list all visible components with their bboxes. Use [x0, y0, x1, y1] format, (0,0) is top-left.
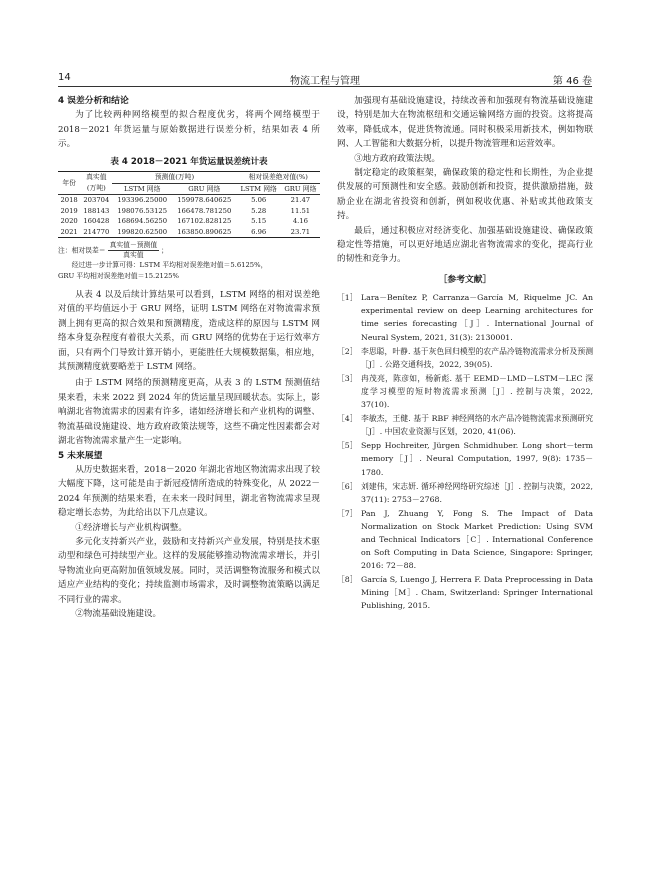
table-4-caption: 表 4 2018－2021 年货运量误差统计表	[110, 156, 268, 167]
section-4-heading: 4 误差分析和结论	[58, 96, 129, 106]
section-5-paragraph: 从历史数据来看，2018－2020 年湖北省地区物流需求出现了较大幅度下降，这可能是由于新冠疫情所造成的特殊变化，从 2022－2024 年预测的结果来看，在未来一段时间里，湖北省物流需求呈现稳定增长态势，为此给出以下几点建议。	[58, 464, 320, 519]
note-prefix: 注：相对误差＝	[58, 246, 106, 255]
table-row	[58, 216, 320, 227]
cell-lstm-err: 5.06	[251, 196, 267, 205]
reference-text: Pan J, Zhuang Y, Fong S. The Impact of Data Normalization on Stock Market Prediction: Using SVM and Technical Indicators［C］. International Conference on Soft Computing in Data Science, Singapore: Springer, 2016: 72－88.	[361, 508, 593, 571]
cell-gru-err: 23.71	[290, 227, 311, 236]
cell-year: 2019	[60, 206, 78, 215]
cell-gru-err: 4.16	[292, 217, 308, 226]
th-gru-err: GRU 网络	[281, 183, 320, 195]
cell-actual: 203704	[83, 196, 110, 205]
reference-text: 李思聪，叶静. 基于灰色回归模型的农产品冷链物流需求分析及预测［J］. 公路交通科技，2022, 39(05).	[361, 346, 593, 369]
reference-number: ［1］	[337, 293, 358, 303]
note-numerator: 真实值－预测值	[109, 241, 158, 250]
section-5-heading: 5 未来展望	[58, 450, 103, 461]
cell-lstm-err: 6.96	[251, 227, 267, 236]
th-year: 年份	[58, 172, 80, 195]
cell-year: 2018	[60, 196, 78, 205]
suggestion-2: ②物流基础设施建设。	[75, 608, 162, 619]
th-gru: GRU 网络	[172, 183, 237, 195]
reference-item	[337, 412, 593, 438]
cell-actual: 160428	[83, 217, 110, 226]
suggestion-3: ③地方政府政策法规。	[354, 153, 441, 164]
cell-gru-err: 21.47	[290, 196, 311, 205]
infrastructure-paragraph: 加强现有基础设施建设，持续改善和加强现有物流基础设施建设，特别是加大在物流枢纽和交通运输网络方面的投资。这将提高效率，降低成本，促进货物流通。同时积极采用新技术，例如物联网、人工智能和大数据分析，以提升物流管理和运营效率。	[337, 96, 593, 150]
cell-lstm-err: 5.28	[251, 206, 267, 215]
conclusion-paragraph: 最后，通过积极应对经济变化、加强基础设施建设、确保政策稳定性等措施，可以更好地适应湖北省物流需求的变化，提高行业的韧性和竞争力。	[337, 225, 593, 265]
cell-year: 2021	[60, 227, 78, 236]
th-actual: 真实值	[86, 173, 107, 182]
reference-text: Sepp Hochreiter, Jürgen Schmidhuber. Long short－term memory［J］. Neural Computation, 1997, 9(8): 1735－1780.	[361, 441, 593, 477]
section-4-paragraph: 为了比较两种网络模型的拟合程度优劣，将两个网络模型于 2018－2021 年货运量与原始数据进行误差分析，结果如表 4 所示。	[58, 110, 320, 150]
page-number: 14	[58, 72, 71, 83]
suggestion-1-paragraph: 多元化支持新兴产业，鼓励和支持新兴产业发展，特别是技术驱动型和绿色可持续型产业。这样的发展能够推动物流需求增长，并引导物流业向更高附加值领域发展。同时，灵活调整物流服务和模式以适应产业结构的变化；持续监测市场需求，及时调整物流策略以满足不同行业的需求。	[58, 536, 320, 605]
cell-gru: 163850.890625	[177, 227, 232, 236]
reference-text: 刘建伟，宋志妍. 循环神经网络研究综述［J］. 控制与决策，2022, 37(11): 2753－2768.	[361, 481, 593, 504]
th-actual-unit: (万吨)	[80, 183, 112, 195]
cell-year: 2020	[60, 217, 78, 226]
reference-text: 冉茂亮，陈彦如，杨新彪. 基于 EEMD－LMD－LSTM－LEC 深度学习模型的短时物流需求预测［J］. 控制与决策，2022, 37(10).	[361, 373, 593, 410]
reference-item	[337, 573, 593, 612]
policy-paragraph: 制定稳定的政策框架，确保政策的稳定性和长期性，为企业提供发展的可预测性和安全感。鼓励创新和投资，提供激励措施，鼓励企业在湖北省投资和创新，例如税收优惠、补贴或其他政策支持。	[337, 168, 593, 222]
reference-item	[337, 291, 593, 343]
reference-list	[337, 291, 593, 612]
th-relative-error: 相对误差绝对值(%)	[237, 172, 320, 184]
reference-text: Lara－Benítez P, Carranza－García M, Riquelme JC. An experimental review on deep Learning architectures for time series forecasting［J］. International Journal of Neural System, 2021, 31(3): 2130001.	[361, 293, 593, 342]
header-rule	[58, 86, 592, 87]
th-lstm: LSTM 网络	[112, 183, 172, 195]
cell-lstm: 168694.56250	[117, 217, 168, 226]
cell-lstm: 198076.53125	[117, 206, 168, 215]
reference-item	[337, 372, 593, 411]
journal-title: 物流工程与管理	[290, 76, 360, 87]
cell-lstm: 193396.25000	[117, 196, 168, 205]
reference-number: ［7］	[337, 508, 358, 518]
reference-number: ［4］	[337, 414, 358, 424]
left-column	[58, 94, 320, 621]
th-predicted: 预测值(万吨)	[112, 172, 236, 184]
table-note	[58, 241, 320, 282]
reference-text: García S, Luengo J, Herrera F. Data Preprocessing in Data Mining［M］. Cham, Switzerland: Springer International Publishing, 2015.	[361, 575, 593, 611]
cell-gru-err: 11.51	[290, 206, 311, 215]
reference-number: ［2］	[337, 346, 358, 356]
cell-actual: 214770	[83, 227, 110, 236]
references-title: ［参考文献］	[438, 274, 492, 285]
reference-item	[337, 507, 593, 572]
suggestion-1: ①经济增长与产业机构调整。	[75, 522, 187, 533]
note-line-3: GRU 平均相对误差绝对值＝15.2125%	[58, 272, 179, 281]
reference-item	[337, 480, 593, 506]
forecast-paragraph: 由于 LSTM 网络的预测精度更高，从表 3 的 LSTM 预测值结果来看，未来 2022 到 2024 年的货运量呈现回暖状态。实际上，影响湖北省物流需求的因素有许多，诸如经济增长和产业机构的调整、物流基础设施建设、地方政府政策法规等，这些不确定性因素都会对湖北省物流需求量产生一定影响。	[58, 378, 320, 447]
cell-gru: 159978.640625	[177, 196, 232, 205]
note-suffix: ；	[161, 246, 168, 255]
table-row	[58, 195, 320, 206]
table-row	[58, 206, 320, 217]
cell-lstm: 199820.62500	[117, 227, 168, 236]
table-row	[58, 227, 320, 238]
reference-item	[337, 439, 593, 478]
cell-lstm-err: 5.15	[251, 217, 267, 226]
reference-number: ［3］	[337, 373, 358, 383]
reference-number: ［6］	[337, 481, 358, 491]
cell-gru: 166478.781250	[177, 206, 232, 215]
volume-label: 第 46 卷	[552, 76, 592, 87]
reference-text: 李敏杰，王健. 基于 RBF 神经网络的水产品冷链物流需求预测研究［J］. 中国农业资源与区划，2020, 41(06).	[361, 414, 593, 437]
reference-number: ［8］	[337, 575, 358, 585]
cell-actual: 188143	[83, 206, 110, 215]
th-lstm-err: LSTM 网络	[237, 183, 281, 195]
note-fraction	[108, 241, 160, 260]
reference-item	[337, 345, 593, 371]
table-4	[58, 171, 320, 238]
cell-gru: 167102.828125	[177, 217, 232, 226]
reference-number: ［5］	[337, 441, 358, 451]
note-line-2: 经过进一步计算可得：LSTM 平均相对误差绝对值＝5.6125%，	[71, 261, 268, 270]
note-denominator: 真实值	[123, 251, 144, 260]
analysis-paragraph: 从表 4 以及后续计算结果可以看到，LSTM 网络的相对误差绝对值的平均值远小于 GRU 网络，证明 LSTM 网络在对物流需求预测上拥有更高的拟合效果和预测精度，造成这样的原因与 LSTM 网络本身复杂程度有着很大关系，而 GRU 网络的优势在于运行效率方面，只有两个门导致计算开销小，更能胜任大规模数据集，相应地，其预测精度就要略差于 LSTM 网络。	[58, 290, 320, 373]
page-header	[58, 72, 592, 86]
right-column	[337, 94, 593, 614]
